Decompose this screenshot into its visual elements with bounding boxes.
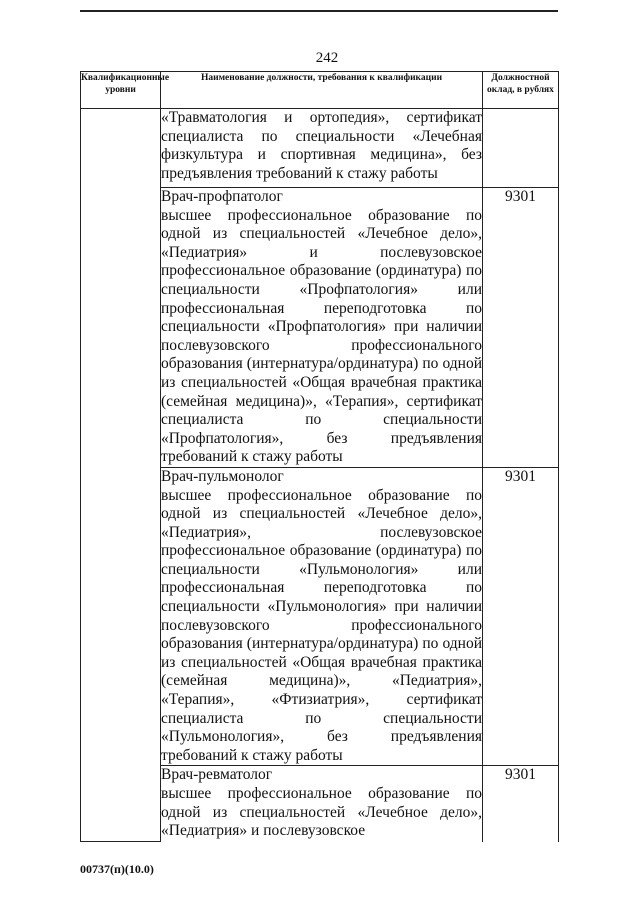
requirements-text: высшее профессиональное образование по одной из специальностей «Лечебное дело», «Педиатрия», послевузовское профессиональное образование (ординатура) по специальности «Пульмонология» или профессиональная переподготовка по специальности «Пульмонология» при наличии послевузовского профессионального образования (интернатура/ординатура) по одной из специальностей «Общая врачебная практика (семейная медицина)», «Педиатрия», «Терапия», «Фтизиатрия», сертификат специалиста по специальности «Пульмонология», без предъявления требований к стажу работы [161,486,482,764]
requirements-text: «Травматология и ортопедия», сертификат специалиста по специальности «Лечебная физкультура и спортивная медицина», без предъявления требований к стажу работы [161,109,482,182]
header-position-requirements: Наименование должности, требования к квалификации [161,72,483,109]
salary-cell: 9301 [483,188,559,468]
qualification-table [80,71,559,842]
requirements-cell [161,109,483,188]
document-code: 00737(п)(10.0) [80,862,154,876]
requirements-text: высшее профессиональное образование по одной из специальностей «Лечебное дело», «Педиатрия» и послевузовское профессиональное образование (ординатура) по специальности «Профпатология» или профессиональная переподготовка по специальности «Профпатология» при наличии послевузовского профессионального образования (интернатура/ординатура) по одной из специальностей «Общая врачебная практика (семейная медицина)», «Терапия», сертификат специалиста по специальности «Профпатология», без предъявления требований к стажу работы [161,206,482,466]
level-cell [81,109,161,842]
position-title: Врач-ревматолог [161,766,273,784]
header-qualification-levels: Квалификационные уровни [81,72,161,109]
requirements-text: высшее профессиональное образование по одной из специальностей «Лечебное дело», «Педиатрия» и послевузовское [161,785,482,840]
requirements-cell [161,188,483,468]
top-rule [80,10,558,12]
salary-cell: 9301 [483,467,559,766]
salary-cell [483,109,559,188]
requirements-cell [161,467,483,766]
page-number: 242 [315,50,339,66]
table-row [81,109,559,188]
position-title: Врач-профпатолог [161,188,283,205]
requirements-cell [161,766,483,842]
position-title: Врач-пульмонолог [161,467,284,485]
header-salary: Должностной оклад, в рублях [483,72,559,109]
table-header-row [81,72,559,109]
salary-cell: 9301 [483,766,559,842]
